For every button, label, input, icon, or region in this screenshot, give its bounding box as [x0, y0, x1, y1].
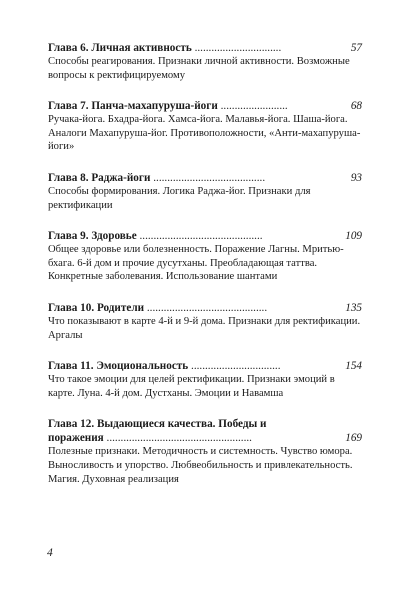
chapter-title: Глава 12. Выдающиеся качества. Победы и поражения	[48, 418, 267, 445]
page-number: 135	[345, 301, 362, 314]
toc-entry-heading	[48, 417, 362, 445]
table-of-contents	[48, 41, 362, 503]
dot-leader: ............................................	[136, 230, 263, 243]
chapter-title: Глава 7. Панча-махапуруша-йоги	[48, 100, 218, 113]
chapter-title: Глава 9. Здоровье	[48, 230, 137, 243]
toc-entry-chapter-6[interactable]	[48, 41, 362, 82]
chapter-title: Глава 8. Раджа-йоги	[48, 171, 151, 184]
toc-entry-chapter-9[interactable]	[48, 229, 362, 284]
page-number: 109	[345, 230, 362, 243]
page-number: 68	[350, 100, 362, 113]
page-number: 93	[350, 171, 362, 184]
dot-leader: ........................................	[150, 171, 266, 184]
chapter-description: Ручака-йога. Бхадра-йога. Хамса-йога. Малавья-йога. Шаша-йога. Аналоги Махапуруша-йог. Противоположности, «Анти-махапуруша-йоги»	[48, 114, 361, 153]
toc-entry-chapter-12[interactable]	[48, 417, 362, 486]
toc-entry-chapter-7[interactable]	[48, 99, 362, 154]
dot-leader: ........................	[217, 100, 288, 113]
toc-entry-heading	[48, 229, 362, 243]
toc-entry-heading	[48, 41, 362, 55]
chapter-description: Что показывают в карте 4-й и 9-й дома. Признаки для ректификации. Аргалы	[48, 315, 361, 341]
page-folio-number: 4	[47, 547, 53, 559]
toc-entry-heading	[48, 171, 362, 185]
toc-entry-heading	[48, 301, 362, 315]
page-number: 154	[345, 360, 362, 373]
dot-leader: ...........................................	[144, 301, 268, 314]
chapter-description: Полезные признаки. Методичность и системность. Чувство юмора. Выносливость и упорство. Любвеобильность и привлекательность. Магия. Духовная реализация	[48, 446, 353, 485]
toc-entry-chapter-11[interactable]	[48, 359, 362, 400]
chapter-title: Глава 10. Родители	[48, 301, 145, 314]
chapter-description: Способы формирования. Логика Раджа-йог. Признаки для ректификации	[48, 185, 311, 211]
chapter-title: Глава 11. Эмоциональность	[48, 360, 189, 373]
toc-entry-chapter-10[interactable]	[48, 301, 362, 342]
toc-entry-chapter-8[interactable]	[48, 171, 362, 212]
dot-leader: ...............................	[191, 42, 282, 54]
chapter-description: Способы реагирования. Признаки личной активности. Возможные вопросы к ректифицируемому	[48, 56, 350, 81]
chapter-description: Общее здоровье или болезненность. Поражение Лагны. Мритью-бхага. 6-й дом и прочие дусутханы. Преобладающая таттва. Конкретные заболевания. Использование шантами	[48, 244, 344, 283]
page-number: 57	[350, 42, 362, 54]
chapter-title: Глава 6. Личная активность	[48, 42, 192, 54]
dot-leader: ................................	[188, 360, 281, 373]
chapter-description: Что такое эмоции для целей ректификации. Признаки эмоций в карте. Луна. 4-й дом. Дустханы. Эмоции и Навамша	[48, 374, 335, 399]
toc-entry-heading	[48, 99, 362, 113]
dot-leader: ....................................................	[103, 432, 252, 445]
toc-entry-heading	[48, 359, 362, 373]
page-number: 169	[345, 432, 362, 445]
